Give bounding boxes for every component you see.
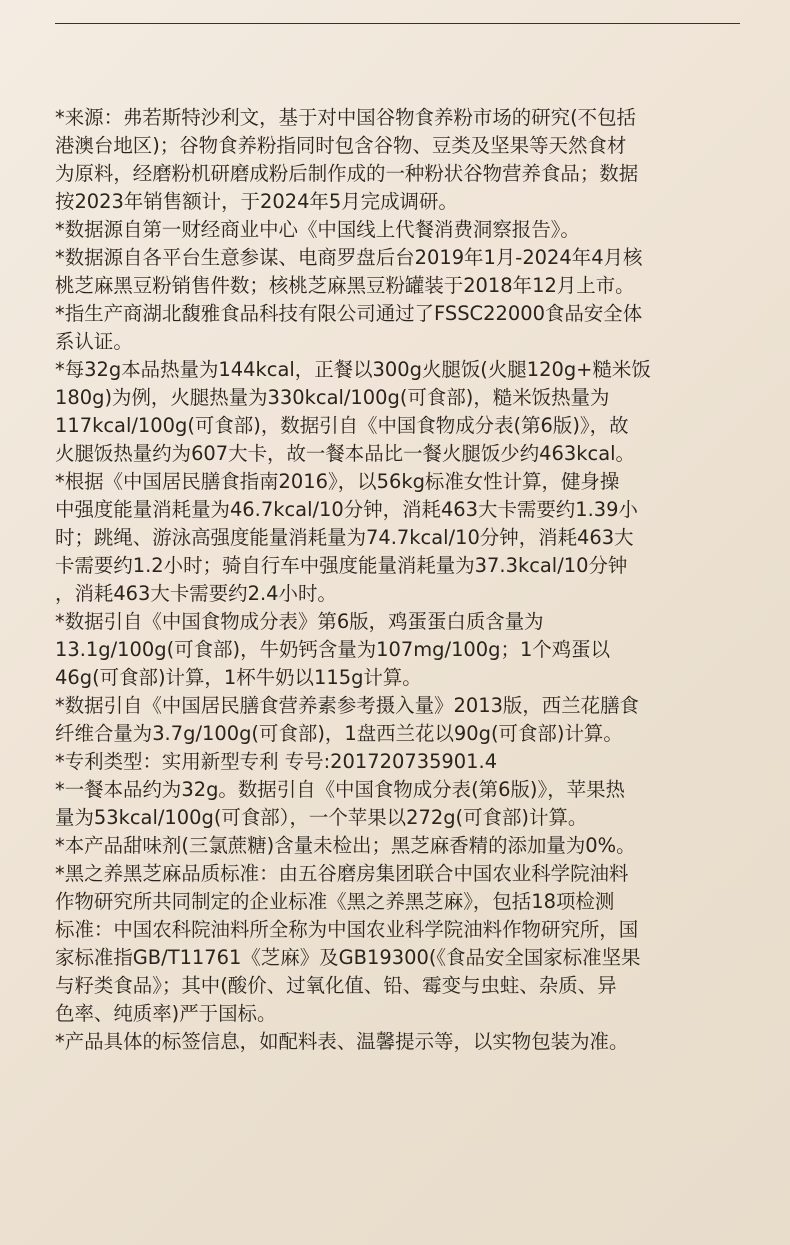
footnote-line: 卡需要约1.2小时；骑自行车中强度能量消耗量为37.3kcal/10分钟 — [55, 554, 628, 577]
footnote-line: 火腿饭热量约为607大卡，故一餐本品比一餐火腿饭少约463kcal。 — [55, 442, 635, 465]
footnote-line: 桃芝麻黑豆粉销售件数；核桃芝麻黑豆粉罐装于2018年12月上市。 — [55, 274, 635, 297]
footnote-item — [55, 776, 745, 832]
footnote-item — [55, 300, 745, 356]
footnote-line: 中强度能量消耗量为46.7kcal/10分钟，消耗463大卡需要约1.39小 — [55, 498, 638, 521]
footnote-line: ，消耗463大卡需要约2.4小时。 — [55, 582, 337, 605]
footnote-line: 46g(可食部)计算，1杯牛奶以115g计算。 — [55, 666, 422, 689]
footnote-item — [55, 832, 745, 860]
footnote-line: 117kcal/100g(可食部)，数据引自《中国食物成分表(第6版)》，故 — [55, 414, 629, 437]
footnote-item — [55, 104, 745, 216]
footnote-line: *数据源自第一财经商业中心《中国线上代餐消费洞察报告》。 — [55, 218, 580, 241]
footnote-line: 180g)为例，火腿热量为330kcal/100g(可食部)，糙米饭热量为 — [55, 386, 610, 409]
footnote-line: 量为53kcal/100g(可食部），一个苹果以272g(可食部)计算。 — [55, 806, 588, 829]
footnote-line: *根据《中国居民膳食指南2016》，以56kg标准女性计算，健身操 — [55, 470, 620, 493]
footnote-line: *黑之养黑芝麻品质标准：由五谷磨房集团联合中国农业科学院油料 — [55, 862, 629, 885]
footnote-line: *数据引自《中国食物成分表》第6版，鸡蛋蛋白质含量为 — [55, 610, 544, 633]
footnote-item — [55, 1028, 745, 1056]
footnote-item — [55, 748, 745, 776]
footnote-line: *数据引自《中国居民膳食营养素参考摄入量》2013版，西兰花膳食 — [55, 694, 639, 717]
footnote-line: 纤维合量为3.7g/100g(可食部)，1盘西兰花以90g(可食部)计算。 — [55, 722, 623, 745]
footnote-item — [55, 356, 745, 468]
footnotes-list — [55, 104, 745, 1056]
footnote-line: 家标准指GB/T11761《芝麻》及GB19300(《食品安全国家标准坚果 — [55, 946, 641, 969]
footnote-line: 与籽类食品》；其中(酸价、过氧化值、铅、霉变与虫蛀、杂质、异 — [55, 974, 617, 997]
footnote-item — [55, 860, 745, 1028]
footnote-line: *指生产商湖北馥雅食品科技有限公司通过了FSSC22000食品安全体 — [55, 302, 643, 325]
footnote-item — [55, 692, 745, 748]
footnote-line: 13.1g/100g(可食部)，牛奶钙含量为107mg/100g；1个鸡蛋以 — [55, 638, 611, 661]
footnote-line: *每32g本品热量为144kcal，正餐以300g火腿饭(火腿120g+糙米饭 — [55, 358, 651, 381]
footnote-line: 港澳台地区)；谷物食养粉指同时包含谷物、豆类及坚果等天然食材 — [55, 134, 627, 157]
footnote-line: 系认证。 — [55, 330, 133, 353]
footnote-line: *来源：弗若斯特沙利文，基于对中国谷物食养粉市场的研究(不包括 — [55, 106, 636, 129]
footnote-line: *产品具体的标签信息，如配料表、温馨提示等，以实物包装为准。 — [55, 1030, 629, 1053]
footnote-item — [55, 244, 745, 300]
footnote-line: *本产品甜味剂(三氯蔗糖)含量未检出；黑芝麻香精的添加量为0%。 — [55, 834, 636, 857]
top-divider — [55, 23, 740, 24]
footnote-line: 按2023年销售额计，于2024年5月完成调研。 — [55, 190, 458, 213]
footnote-line: 标准：中国农科院油料所全称为中国农业科学院油料作物研究所，国 — [55, 918, 639, 941]
footnote-line: 作物研究所共同制定的企业标准《黑之养黑芝麻》，包括18项检测 — [55, 890, 615, 913]
footnote-item — [55, 468, 745, 608]
footnote-line: *数据源自各平台生意参谋、电商罗盘后台2019年1月-2024年4月核 — [55, 246, 643, 269]
footnote-item — [55, 608, 745, 692]
footnote-line: 为原料，经磨粉机研磨成粉后制作成的一种粉状谷物营养食品；数据 — [55, 162, 639, 185]
footnote-item — [55, 216, 745, 244]
footnote-line: *专利类型：实用新型专利 专号:201720735901.4 — [55, 750, 498, 773]
footnote-line: 时；跳绳、游泳高强度能量消耗量为74.7kcal/10分钟，消耗463大 — [55, 526, 634, 549]
footnote-line: 色率、纯质率)严于国标。 — [55, 1002, 277, 1025]
footnote-line: *一餐本品约为32g。数据引自《中国食物成分表(第6版)》，苹果热 — [55, 778, 625, 801]
